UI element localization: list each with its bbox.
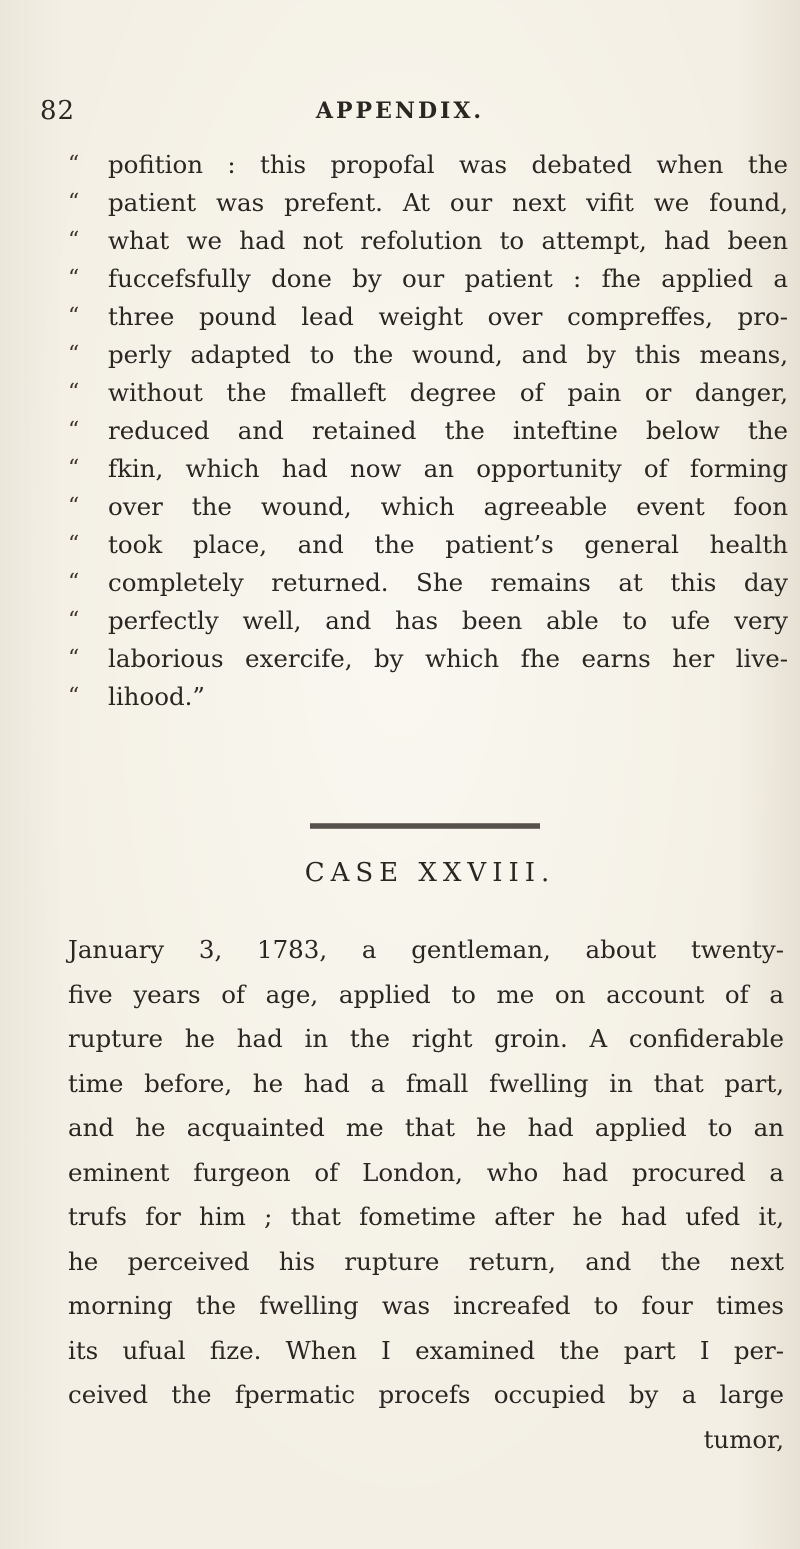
- body-line: its ufual fize. When I examined the part I per-: [68, 1335, 784, 1365]
- quote-line: [68, 602, 788, 640]
- section-divider-rule: [310, 823, 540, 829]
- body-line: rupture he had in the right groin. A confiderable: [68, 1024, 784, 1053]
- quote-mark: “: [68, 304, 80, 329]
- quote-mark: “: [68, 456, 80, 481]
- catchword: tumor,: [703, 1424, 784, 1454]
- quote-mark: “: [68, 342, 80, 367]
- body-line: ceived the fpermatic procefs occupied by a large: [68, 1380, 784, 1409]
- quote-line: [68, 526, 788, 564]
- quote-mark: “: [68, 266, 80, 291]
- quote-line: [68, 222, 788, 260]
- quote-line-text: over the wound, which agreeable event foon: [108, 492, 788, 521]
- body-line: morning the fwelling was increafed to four times: [68, 1291, 784, 1320]
- quote-mark: “: [68, 608, 80, 633]
- quote-mark: “: [68, 646, 80, 671]
- quote-mark: “: [68, 190, 80, 215]
- body-line: time before, he had a fmall fwelling in that part,: [68, 1068, 784, 1098]
- quote-line-text: perly adapted to the wound, and by this means,: [108, 340, 788, 369]
- body-line: eminent furgeon of London, who had procured a: [68, 1157, 784, 1187]
- quote-line-text: pofition : this propofal was debated when the: [108, 150, 788, 179]
- quote-line: [68, 412, 788, 450]
- quote-line-text: took place, and the patient’s general health: [108, 530, 788, 559]
- quote-line: [68, 374, 788, 412]
- quote-line: [68, 450, 788, 488]
- quote-mark: “: [68, 684, 80, 709]
- quote-line-text: lihood.”: [108, 682, 205, 711]
- body-line: and he acquainted me that he had applied to an: [68, 1113, 784, 1142]
- quote-mark: “: [68, 228, 80, 253]
- quote-line-text: what we had not refolution to attempt, had been: [108, 226, 788, 255]
- running-head: APPENDIX.: [315, 98, 485, 124]
- page-number: 82: [40, 96, 76, 126]
- quote-line: [68, 184, 788, 222]
- quote-line: [68, 298, 788, 336]
- page-header: [40, 96, 760, 136]
- case-heading: CASE XXVIII.: [304, 858, 556, 888]
- quote-line: [68, 564, 788, 602]
- quote-mark: “: [68, 380, 80, 405]
- body-line: five years of age, applied to me on account of a: [68, 979, 784, 1009]
- quote-line: [68, 146, 788, 184]
- quote-mark: “: [68, 418, 80, 443]
- body-line: trufs for him ; that fometime after he had ufed it,: [68, 1202, 784, 1231]
- quote-line: [68, 640, 788, 678]
- quote-line-text: reduced and retained the inteftine below the: [108, 416, 788, 445]
- body-line: January 3, 1783, a gentleman, about twenty-: [68, 935, 784, 964]
- quote-line-text: perfectly well, and has been able to ufe very: [108, 606, 788, 635]
- quote-line: [68, 678, 788, 716]
- quote-line: [68, 260, 788, 298]
- quote-line-text: fkin, which had now an opportunity of forming: [108, 454, 788, 483]
- case-body-text: [68, 928, 784, 1462]
- quote-line-text: fuccefsfully done by our patient : fhe applied a: [108, 264, 788, 293]
- quote-mark: “: [68, 532, 80, 557]
- quote-line-text: without the fmalleft degree of pain or danger,: [108, 378, 788, 407]
- quote-line-text: patient was prefent. At our next vifit we found,: [108, 188, 788, 217]
- quote-line-text: laborious exercife, by which fhe earns her live-: [108, 644, 788, 673]
- quote-line: [68, 488, 788, 526]
- quoted-passage: [68, 146, 788, 716]
- quote-line: [68, 336, 788, 374]
- quote-mark: “: [68, 570, 80, 595]
- quote-line-text: three pound lead weight over compreffes, pro-: [108, 302, 788, 331]
- body-line: he perceived his rupture return, and the next: [68, 1246, 784, 1276]
- quote-line-text: completely returned. She remains at this day: [108, 568, 788, 597]
- quote-mark: “: [68, 494, 80, 519]
- quote-mark: “: [68, 152, 80, 177]
